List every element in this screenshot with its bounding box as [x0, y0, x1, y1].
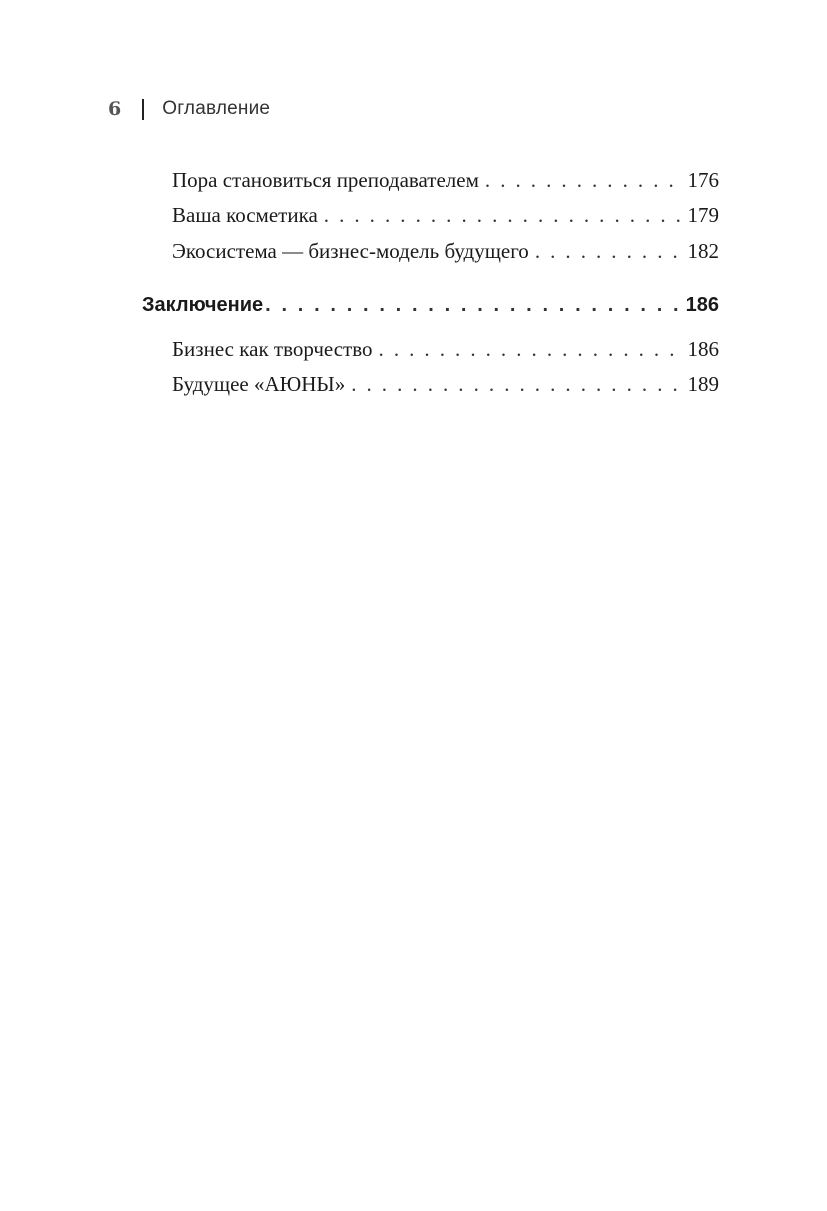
toc-entry-title: Бизнес как творчество: [172, 337, 373, 361]
dot-leader: [351, 372, 681, 397]
dot-leader: [324, 203, 682, 228]
toc-entry-page: 186: [687, 337, 719, 361]
section-title: Оглавление: [162, 98, 271, 119]
dot-leader: [485, 168, 682, 193]
toc-entry-page: 182: [687, 239, 719, 263]
toc-entry[interactable]: [172, 337, 719, 367]
dot-leader: [265, 294, 679, 317]
toc-chapter-page: 186: [685, 294, 719, 316]
dot-leader: [379, 337, 682, 362]
toc-entry-page: 176: [687, 168, 719, 192]
toc-entry-title: Ваша косметика: [172, 203, 318, 227]
running-head: [108, 94, 270, 124]
toc-entry[interactable]: [172, 203, 719, 233]
header-separator: [142, 99, 144, 120]
toc-entry-title: Экосистема — бизнес-модель будущего: [172, 239, 529, 263]
toc-entry-title: Пора становиться преподавателем: [172, 168, 479, 192]
toc-chapter-title: Заключение: [142, 294, 264, 316]
toc-entry-page: 179: [687, 203, 719, 227]
toc-entry[interactable]: [172, 168, 719, 198]
page-number: 6: [108, 98, 122, 120]
toc-chapter-entry[interactable]: [142, 294, 719, 324]
dot-leader: [535, 239, 682, 264]
toc-entry-title: Будущее «АЮНЫ»: [172, 372, 346, 396]
toc-entry-page: 189: [687, 372, 719, 396]
toc-entry[interactable]: [172, 239, 719, 269]
toc-entry[interactable]: [172, 372, 719, 402]
